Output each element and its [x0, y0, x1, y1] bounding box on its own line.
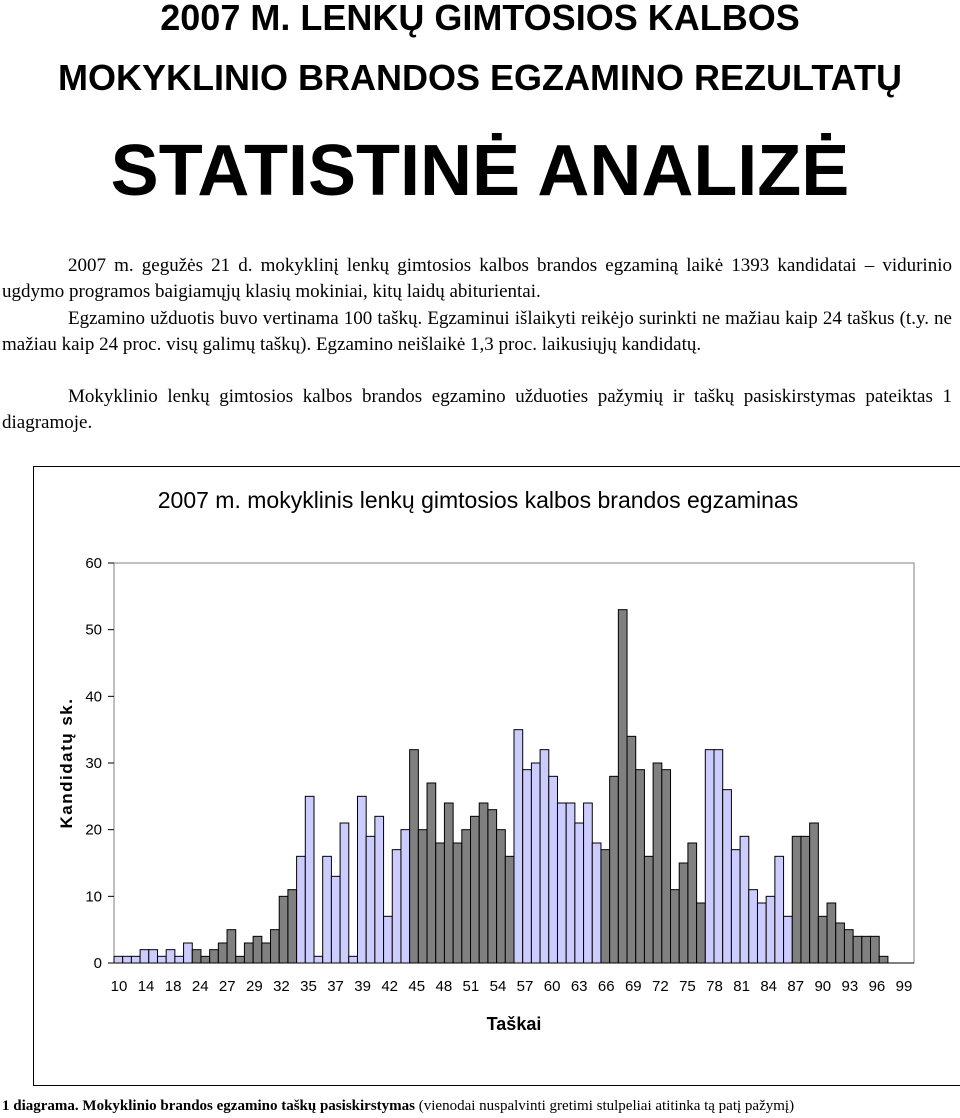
bar-51: [488, 810, 497, 963]
bar-82: [757, 903, 766, 963]
x-tick-label: 93: [841, 978, 859, 995]
bar-38: [375, 816, 384, 963]
x-tick-label: 39: [354, 978, 371, 995]
bar-89: [818, 916, 827, 963]
bar-28: [288, 890, 297, 963]
bar-16: [184, 943, 193, 963]
x-tick-label: 72: [652, 978, 669, 995]
bar-61: [575, 823, 584, 963]
bar-55: [523, 770, 532, 963]
x-tick-label: 14: [137, 978, 155, 995]
bar-33: [331, 876, 340, 963]
bar-13: [157, 956, 166, 963]
x-tick-label: 75: [679, 978, 696, 995]
bar-11: [140, 950, 149, 963]
bar-60: [566, 803, 575, 963]
x-tick-label: 63: [570, 978, 588, 995]
x-tick-label: 57: [516, 978, 534, 995]
bar-65: [610, 776, 619, 963]
bar-9: [123, 956, 132, 963]
bar-46: [444, 803, 453, 963]
bar-44: [427, 783, 436, 963]
bar-32: [323, 856, 332, 963]
bar-58: [549, 776, 558, 963]
intro-paragraph-1: 2007 m. gegužės 21 d. mokyklinį lenkų gimtosios kalbos brandos egzaminą laikė 1393 kandidatai – vidurinio ugdymo programos baigiamųjų klasių mokiniai, kitų laidų abiturientai.: [2, 255, 952, 303]
bar-48: [462, 830, 471, 963]
x-tick-label: 96: [868, 978, 886, 995]
x-tick-label: 90: [814, 978, 832, 995]
bar-12: [149, 950, 158, 963]
bar-29: [297, 856, 306, 963]
y-tick-label: 30: [85, 755, 102, 772]
y-tick-label: 40: [85, 688, 102, 706]
bar-68: [636, 770, 645, 963]
x-ticks-group: [111, 978, 913, 995]
bar-76: [705, 750, 714, 963]
bar-14: [166, 950, 175, 963]
bar-42: [410, 750, 419, 963]
bar-43: [418, 830, 427, 963]
x-tick-label: 51: [462, 978, 480, 995]
x-tick-label: 29: [245, 978, 263, 995]
bar-40: [392, 850, 401, 963]
x-tick-label: 37: [327, 978, 344, 995]
bar-57: [540, 750, 549, 963]
bar-86: [792, 836, 801, 963]
bar-30: [305, 796, 314, 963]
bar-96: [879, 956, 888, 963]
caption-bold-text: Mokyklinio brandos egzamino taškų pasiskirstymas: [82, 1098, 415, 1114]
bar-83: [766, 896, 775, 963]
bar-22: [236, 956, 245, 963]
bar-20: [218, 943, 227, 963]
bar-10: [131, 956, 140, 963]
bar-64: [601, 850, 610, 963]
bar-90: [827, 903, 836, 963]
y-tick-label: 10: [85, 888, 102, 906]
bar-45: [436, 843, 445, 963]
title-line-1: 2007 M. LENKŲ GIMTOSIOS KALBOS: [160, 0, 800, 38]
y-axis-label: Kandidatų sk.: [57, 697, 76, 829]
x-tick-label: 27: [218, 978, 236, 995]
bar-25: [262, 943, 271, 963]
bar-92: [844, 930, 853, 963]
bar-34: [340, 823, 349, 963]
chart-title: 2007 m. mokyklinis lenkų gimtosios kalbos brandos egzaminas: [157, 487, 799, 513]
bar-19: [210, 950, 219, 963]
caption-note: (vienodai nuspalvinti gretimi stulpeliai atitinka tą patį pažymį): [418, 1098, 795, 1114]
x-tick-label: 84: [760, 978, 778, 995]
x-tick-label: 60: [543, 978, 561, 995]
bar-52: [497, 830, 506, 963]
bar-59: [557, 803, 566, 963]
bar-15: [175, 956, 184, 963]
x-tick-label: 24: [191, 978, 209, 995]
bar-85: [784, 916, 793, 963]
x-axis-label: Taškai: [486, 1014, 542, 1034]
x-tick-label: 69: [624, 978, 642, 995]
bar-53: [505, 856, 514, 963]
bar-66: [618, 610, 627, 963]
bar-74: [688, 843, 697, 963]
bar-41: [401, 830, 410, 963]
bar-91: [836, 923, 845, 963]
bar-71: [662, 770, 671, 963]
x-tick-label: 48: [435, 978, 453, 995]
bar-88: [810, 823, 819, 963]
bar-49: [471, 816, 480, 963]
bar-17: [192, 950, 201, 963]
bar-80: [740, 836, 749, 963]
title-line-3: STATISTINĖ ANALIZĖ: [110, 131, 850, 211]
x-tick-label: 87: [787, 978, 805, 995]
x-tick-label: 18: [164, 978, 182, 995]
x-tick-label: 32: [273, 978, 290, 995]
x-tick-label: 35: [300, 978, 317, 995]
bar-62: [584, 803, 593, 963]
caption-label: 1 diagrama.: [2, 1098, 79, 1114]
intro-paragraph-3: Mokyklinio lenkų gimtosios kalbos brandos egzamino užduoties pažymių ir taškų pasiskirstymas pateiktas 1 diagramoje.: [2, 386, 952, 434]
bar-79: [731, 850, 740, 963]
bar-84: [775, 856, 784, 963]
bar-63: [592, 843, 601, 963]
bar-35: [349, 956, 358, 963]
bar-27: [279, 896, 288, 963]
bar-26: [271, 930, 280, 963]
x-tick-label: 45: [408, 978, 426, 995]
x-tick-label: 42: [381, 978, 399, 995]
y-tick-label: 0: [93, 955, 102, 972]
bar-94: [862, 936, 871, 963]
bar-36: [357, 796, 366, 963]
bar-93: [853, 936, 862, 963]
bar-50: [479, 803, 488, 963]
y-tick-label: 60: [85, 555, 102, 572]
bar-70: [653, 763, 662, 963]
bar-77: [714, 750, 723, 963]
x-tick-label: 78: [706, 978, 723, 995]
y-ticks-group: [85, 555, 114, 972]
title-line-2: MOKYKLINIO BRANDOS EGZAMINO REZULTATŲ: [58, 57, 902, 98]
bar-67: [627, 736, 636, 963]
x-tick-label: 81: [733, 978, 750, 995]
intro-paragraph-2: Egzamino užduotis buvo vertinama 100 taškų. Egzaminui išlaikyti reikėjo surinkti ne mažiau kaip 24 taškus (t.y. ne mažiau kaip 24 proc. visų galimų taškų). Egzamino neišlaikė 1,3 proc. laikusiųjų kandidatų.: [2, 308, 952, 356]
bar-81: [749, 890, 758, 963]
bar-31: [314, 956, 323, 963]
bar-87: [801, 836, 810, 963]
bar-39: [384, 916, 393, 963]
bar-54: [514, 730, 523, 963]
bar-21: [227, 930, 236, 963]
bar-69: [644, 856, 653, 963]
bar-73: [679, 863, 688, 963]
bar-95: [871, 936, 880, 963]
bar-37: [366, 836, 375, 963]
bar-24: [253, 936, 262, 963]
distribution-chart: [0, 466, 960, 1086]
bar-8: [114, 956, 123, 963]
x-tick-label: 54: [489, 978, 507, 995]
x-tick-label: 66: [597, 978, 615, 995]
bar-56: [531, 763, 540, 963]
figure-caption: [2, 1096, 960, 1116]
x-tick-label: 99: [895, 978, 913, 995]
bar-78: [723, 790, 732, 963]
bar-47: [453, 843, 462, 963]
y-tick-label: 20: [85, 821, 102, 839]
x-tick-label: 10: [110, 978, 128, 995]
bar-75: [697, 903, 706, 963]
bar-72: [671, 890, 680, 963]
y-tick-label: 50: [85, 621, 102, 639]
bar-18: [201, 956, 210, 963]
bar-23: [244, 943, 253, 963]
